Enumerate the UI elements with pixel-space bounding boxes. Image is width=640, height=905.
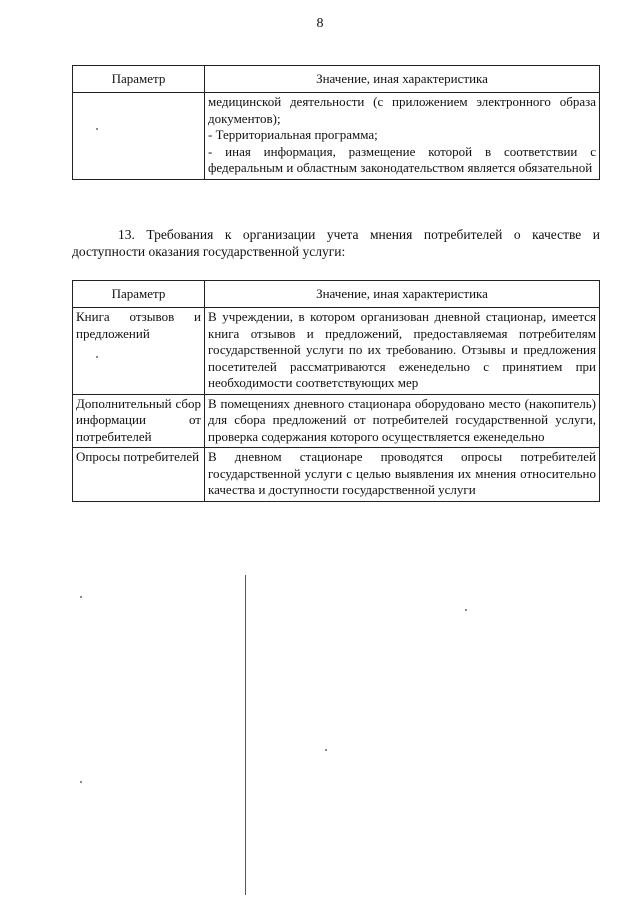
value-cell: В дневном стационаре проводятся опросы потребителей государственной услуги с целью выявления их мнения относительно качества и доступности государственной услуги — [205, 448, 600, 502]
feedback-table — [72, 280, 600, 502]
scan-speck — [96, 128, 98, 130]
scan-artifact-line — [245, 575, 246, 895]
value-line: медицинской деятельности (с приложением электронного образа документов); — [208, 94, 596, 126]
table-row — [73, 308, 600, 395]
param-cell: Дополнительный сбор информации от потребителей — [73, 394, 205, 448]
scan-speck — [325, 749, 327, 751]
section-heading: 13. Требования к организации учета мнения потребителей о качестве и доступности оказания государственной услуги: — [72, 227, 600, 259]
value-cell: В учреждении, в котором организован дневной стационар, имеется книга отзывов и предложений, предоставляемая потребителям государственной услуги по их требованию. Отзывы и предложения посетителей рассматриваются еженедельно с принятием при необходимости соответствующих мер — [205, 308, 600, 395]
param-cell: Книга отзывов и предложений — [73, 308, 205, 395]
table-header-row — [73, 281, 600, 308]
scan-speck — [96, 356, 98, 358]
header-param: Параметр — [73, 66, 205, 93]
value-line: - Территориальная программа; — [208, 127, 378, 142]
table-row — [73, 394, 600, 448]
param-cell — [73, 93, 205, 180]
header-param: Параметр — [73, 281, 205, 308]
value-cell: В помещениях дневного стационара оборудовано место (накопитель) для сбора предложений от потребителей государственной услуги, проверка содержания которого осуществляется еженедельно — [205, 394, 600, 448]
scan-speck — [80, 596, 82, 598]
value-line: - иная информация, размещение которой в соответствии с федеральным и областным законодательством является обязательной — [208, 143, 596, 175]
value-cell — [205, 93, 600, 180]
scan-speck — [465, 609, 467, 611]
table-header-row — [73, 66, 600, 93]
header-value: Значение, иная характеристика — [205, 66, 600, 93]
table-row — [73, 448, 600, 502]
param-cell: Опросы потребителей — [73, 448, 205, 502]
table-row — [73, 93, 600, 180]
table-continuation — [72, 65, 600, 180]
header-value: Значение, иная характеристика — [205, 281, 600, 308]
page-number: 8 — [316, 16, 324, 31]
scan-speck — [80, 781, 82, 783]
